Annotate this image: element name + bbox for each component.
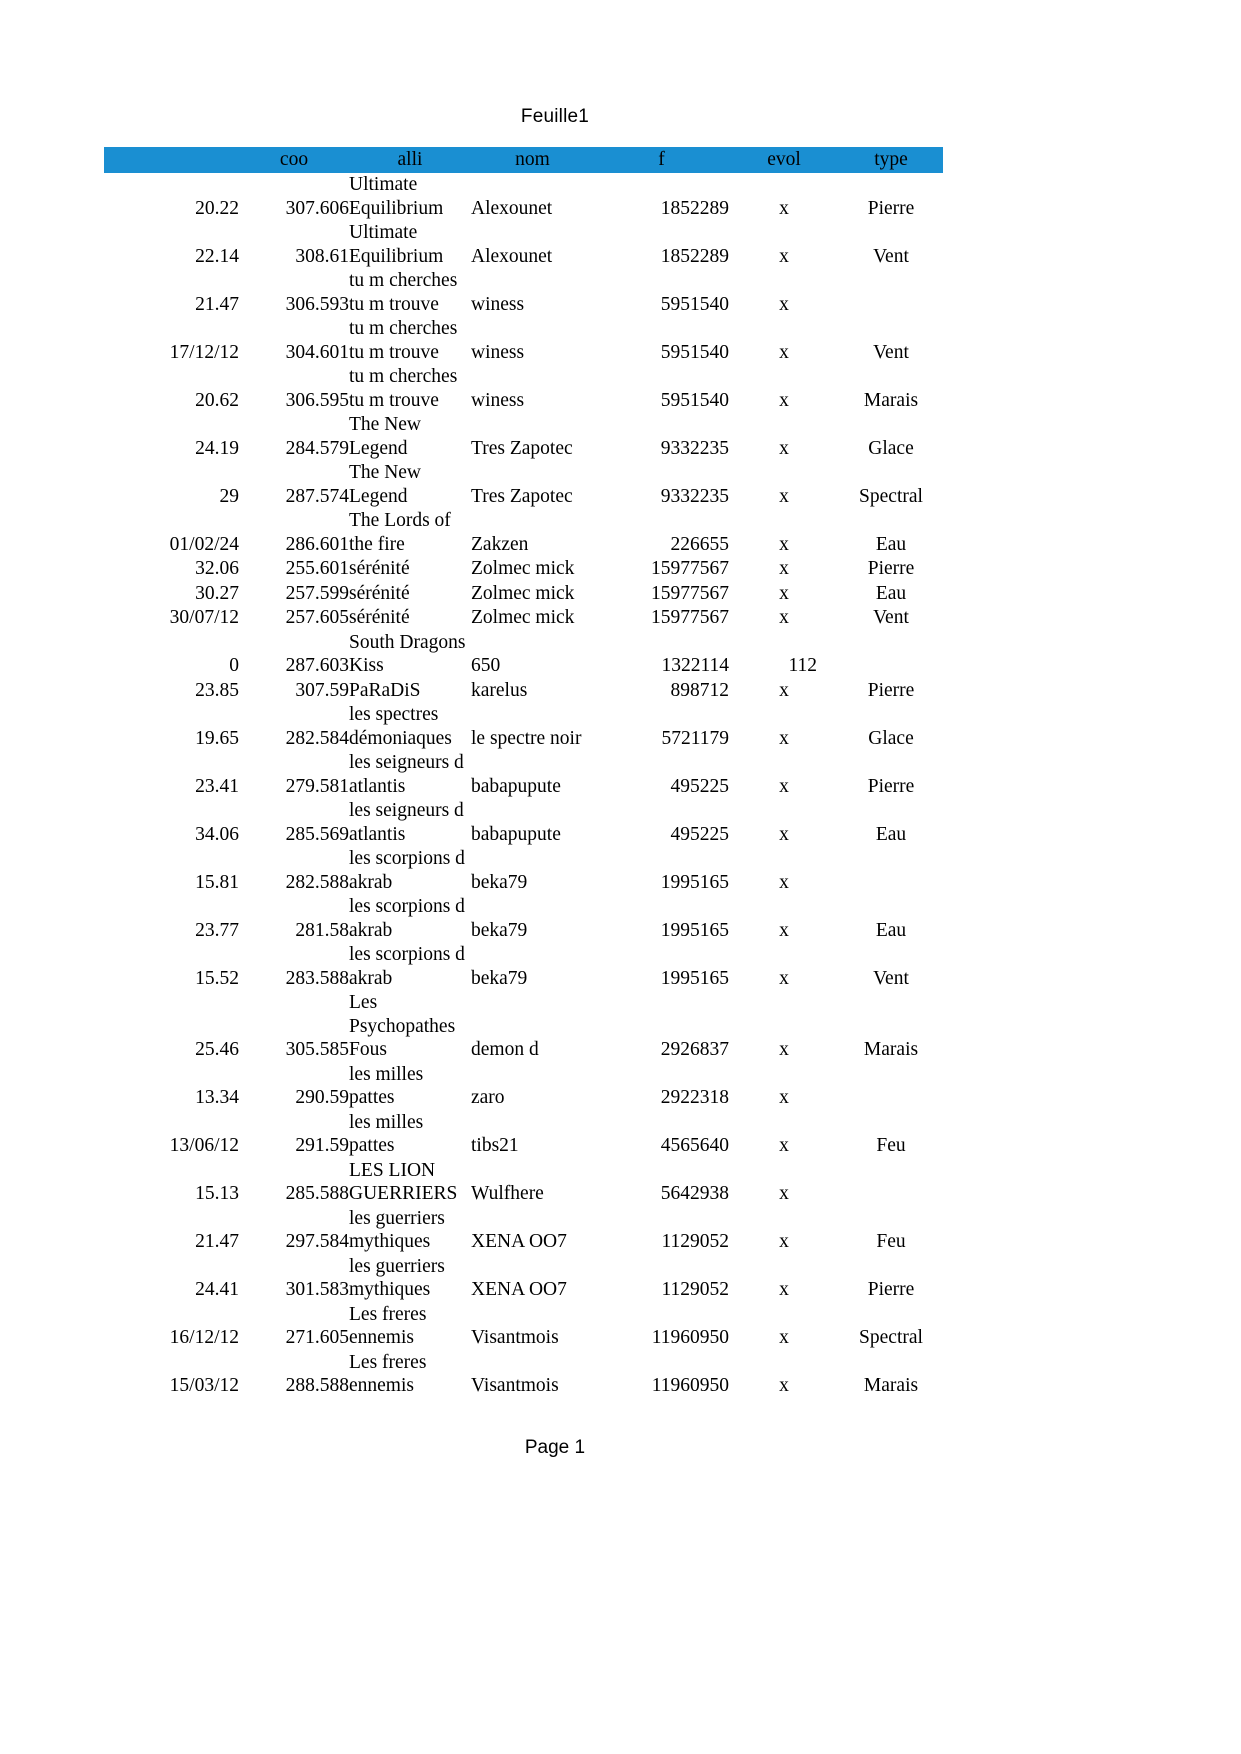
cell-coo: 285.588 bbox=[285, 1183, 349, 1204]
cell-type: Vent bbox=[873, 607, 909, 628]
table-body bbox=[104, 173, 943, 1399]
cell-f: 2922318 bbox=[660, 1087, 729, 1108]
cell-type bbox=[839, 269, 943, 317]
cell-idx: 30.27 bbox=[195, 582, 239, 604]
cell-idx: 15/03/12 bbox=[169, 1375, 239, 1396]
cell-evol: x bbox=[779, 533, 789, 555]
table-row bbox=[104, 991, 943, 1063]
cell-f: 5642938 bbox=[660, 1183, 729, 1204]
cell-type: Pierre bbox=[867, 679, 915, 701]
cell-type: Eau bbox=[875, 823, 907, 845]
cell-evol: x bbox=[779, 389, 789, 411]
cell-coo: 306.595 bbox=[285, 389, 349, 411]
cell-alli: sérénité bbox=[349, 558, 410, 579]
cell-type: Feu bbox=[876, 1135, 906, 1156]
cell-f: 495225 bbox=[670, 775, 729, 797]
cell-idx: 30/07/12 bbox=[169, 607, 239, 628]
cell-evol: x bbox=[779, 967, 789, 989]
cell-alli: les milles pattes bbox=[349, 1111, 424, 1156]
cell-idx: 23.77 bbox=[195, 919, 239, 941]
cell-idx: 15.13 bbox=[195, 1183, 239, 1204]
cell-alli: Les freres ennemis bbox=[349, 1351, 427, 1396]
cell-alli: LES LION GUERRIERS bbox=[349, 1159, 458, 1204]
cell-nom: le spectre noir bbox=[471, 727, 582, 749]
spreadsheet-table-container bbox=[104, 147, 943, 1399]
column-header-evol: evol bbox=[729, 147, 839, 173]
sheet-title: Feuille1 bbox=[520, 106, 590, 127]
cell-coo: 282.584 bbox=[285, 727, 349, 749]
cell-alli: les milles pattes bbox=[349, 1063, 424, 1108]
cell-nom: winess bbox=[471, 341, 525, 363]
cell-f: 1852289 bbox=[660, 197, 729, 219]
table-row bbox=[104, 1111, 943, 1159]
cell-type: Feu bbox=[876, 1231, 906, 1252]
cell-type: Glace bbox=[868, 437, 914, 459]
cell-evol: x bbox=[779, 607, 789, 628]
cell-coo: 286.601 bbox=[285, 533, 349, 555]
cell-f: 15977567 bbox=[651, 607, 729, 628]
cell-f: 9332235 bbox=[660, 485, 729, 507]
cell-idx: 15.81 bbox=[195, 871, 239, 893]
cell-nom: Zolmec mick bbox=[471, 582, 575, 604]
table-row bbox=[104, 317, 943, 365]
cell-nom: Tres Zapotec bbox=[471, 485, 573, 507]
cell-idx: 22.14 bbox=[195, 245, 239, 267]
cell-alli: les guerriers mythiques bbox=[349, 1255, 445, 1300]
cell-type: Spectral bbox=[859, 1327, 923, 1348]
table-header bbox=[104, 147, 943, 173]
table-row bbox=[104, 461, 943, 509]
cell-f: 1995165 bbox=[660, 967, 729, 989]
cell-coo: 307.59 bbox=[295, 679, 349, 701]
cell-coo: 304.601 bbox=[285, 341, 349, 363]
column-header-f: f bbox=[594, 147, 729, 173]
cell-alli: sérénité bbox=[349, 582, 410, 604]
cell-idx: 29 bbox=[219, 485, 239, 507]
table-header-row bbox=[104, 147, 943, 173]
cell-evol: x bbox=[779, 558, 789, 579]
cell-f: 4565640 bbox=[660, 1135, 729, 1156]
cell-evol: x bbox=[779, 485, 789, 507]
cell-coo: 301.583 bbox=[285, 1279, 349, 1300]
cell-nom: Alexounet bbox=[471, 245, 553, 267]
cell-alli: les guerriers mythiques bbox=[349, 1207, 445, 1252]
table-row bbox=[104, 173, 943, 221]
column-header-type: type bbox=[839, 147, 943, 173]
table-row bbox=[104, 751, 943, 799]
cell-idx: 13.34 bbox=[195, 1087, 239, 1108]
cell-evol: x bbox=[779, 823, 789, 845]
table-row bbox=[104, 1063, 943, 1111]
column-header-coo: coo bbox=[239, 147, 349, 173]
cell-coo: 282.588 bbox=[285, 871, 349, 893]
cell-f: 1995165 bbox=[660, 871, 729, 893]
cell-f: 898712 bbox=[670, 679, 729, 701]
column-header-nom: nom bbox=[471, 147, 594, 173]
cell-evol: x bbox=[779, 727, 789, 749]
cell-idx: 21.47 bbox=[195, 1231, 239, 1252]
cell-idx: 21.47 bbox=[195, 293, 239, 315]
cell-evol: x bbox=[779, 1135, 789, 1156]
cell-nom: demon d bbox=[471, 1039, 539, 1060]
cell-evol: x bbox=[779, 1231, 789, 1252]
table-row bbox=[104, 1303, 943, 1351]
cell-type: Vent bbox=[873, 245, 909, 267]
cell-idx: 15.52 bbox=[195, 967, 239, 989]
cell-f: 15977567 bbox=[651, 582, 729, 604]
cell-evol: x bbox=[779, 679, 789, 701]
cell-f: 5951540 bbox=[660, 341, 729, 363]
cell-type: Vent bbox=[873, 341, 909, 363]
cell-type: Marais bbox=[863, 1375, 919, 1396]
cell-nom: Wulfhere bbox=[471, 1183, 544, 1204]
cell-alli: tu m cherches tu m trouve bbox=[349, 270, 458, 315]
cell-f: 2926837 bbox=[660, 1039, 729, 1060]
cell-nom: Alexounet bbox=[471, 197, 553, 219]
cell-alli: sérénité bbox=[349, 607, 410, 628]
cell-nom: beka79 bbox=[471, 967, 528, 989]
cell-coo: 257.605 bbox=[285, 607, 349, 628]
cell-evol: x bbox=[779, 1039, 789, 1060]
table-row bbox=[104, 582, 943, 607]
cell-evol: x bbox=[779, 582, 789, 604]
cell-nom: tibs21 bbox=[471, 1135, 519, 1156]
table-row bbox=[104, 943, 943, 991]
cell-idx: 23.41 bbox=[195, 775, 239, 797]
cell-type: Marais bbox=[863, 1039, 919, 1060]
cell-evol: x bbox=[779, 245, 789, 267]
cell-f: 1852289 bbox=[660, 245, 729, 267]
cell-f: 1995165 bbox=[660, 919, 729, 941]
cell-idx: 34.06 bbox=[195, 823, 239, 845]
cell-alli: les scorpions d akrab bbox=[349, 848, 465, 893]
cell-coo: 285.569 bbox=[285, 823, 349, 845]
cell-nom: winess bbox=[471, 293, 525, 315]
cell-alli: Les freres ennemis bbox=[349, 1303, 427, 1348]
cell-type: Pierre bbox=[867, 197, 915, 219]
cell-alli: les spectres démoniaques bbox=[349, 704, 452, 749]
cell-coo: 288.588 bbox=[285, 1375, 349, 1396]
table-row bbox=[104, 557, 943, 582]
cell-idx: 16/12/12 bbox=[169, 1327, 239, 1348]
cell-evol: x bbox=[779, 1087, 789, 1108]
table-row bbox=[104, 895, 943, 943]
cell-f: 5721179 bbox=[661, 727, 729, 749]
cell-coo: 291.59 bbox=[295, 1135, 349, 1156]
cell-evol: x bbox=[779, 1375, 789, 1396]
cell-idx: 23.85 bbox=[195, 679, 239, 701]
cell-evol: x bbox=[779, 293, 789, 315]
table-row bbox=[104, 847, 943, 895]
cell-type bbox=[839, 631, 943, 679]
table-row bbox=[104, 1207, 943, 1255]
cell-coo: 281.58 bbox=[295, 919, 349, 941]
cell-nom: Visantmois bbox=[471, 1375, 559, 1396]
cell-alli: les seigneurs d atlantis bbox=[349, 800, 464, 845]
cell-idx: 0 bbox=[229, 655, 239, 676]
cell-evol: x bbox=[779, 871, 789, 893]
cell-alli: Ultimate Equilibrium bbox=[349, 222, 444, 267]
cell-alli: Ultimate Equilibrium bbox=[349, 174, 444, 219]
cell-nom: XENA OO7 bbox=[471, 1279, 567, 1300]
spreadsheet-table bbox=[104, 147, 943, 1399]
cell-coo: 271.605 bbox=[285, 1327, 349, 1348]
cell-alli: PaRaDiS bbox=[349, 679, 421, 701]
cell-idx: 13/06/12 bbox=[169, 1135, 239, 1156]
cell-f: 11960950 bbox=[651, 1327, 729, 1348]
cell-coo: 284.579 bbox=[285, 437, 349, 459]
cell-evol: x bbox=[779, 1183, 789, 1204]
cell-coo: 308.61 bbox=[295, 245, 349, 267]
cell-type: Vent bbox=[873, 967, 909, 989]
table-row bbox=[104, 679, 943, 704]
cell-type bbox=[839, 847, 943, 895]
cell-nom: Zakzen bbox=[471, 533, 529, 555]
page-footer: Page 1 bbox=[524, 1437, 586, 1458]
table-row bbox=[104, 221, 943, 269]
cell-idx: 24.19 bbox=[195, 437, 239, 459]
cell-nom: beka79 bbox=[471, 871, 528, 893]
cell-f: 5951540 bbox=[660, 389, 729, 411]
cell-f: 11960950 bbox=[651, 1375, 729, 1396]
cell-nom: XENA OO7 bbox=[471, 1231, 567, 1252]
cell-idx: 24.41 bbox=[195, 1279, 239, 1300]
cell-coo: 287.574 bbox=[285, 485, 349, 507]
cell-alli: The New Legend bbox=[349, 414, 422, 459]
cell-idx: 19.65 bbox=[195, 727, 239, 749]
cell-f: 1129052 bbox=[661, 1279, 729, 1300]
cell-type: Pierre bbox=[867, 558, 915, 579]
cell-nom: winess bbox=[471, 389, 525, 411]
cell-evol: x bbox=[779, 437, 789, 459]
cell-idx: 20.22 bbox=[195, 197, 239, 219]
cell-nom: Tres Zapotec bbox=[471, 437, 573, 459]
cell-type: Pierre bbox=[867, 775, 915, 797]
cell-alli: Les Psychopathes Fous bbox=[349, 992, 456, 1060]
cell-nom: beka79 bbox=[471, 919, 528, 941]
cell-evol: 112 bbox=[788, 655, 817, 676]
cell-idx: 01/02/24 bbox=[169, 533, 239, 555]
table-row bbox=[104, 703, 943, 751]
cell-idx: 20.62 bbox=[195, 389, 239, 411]
cell-nom: 650 bbox=[471, 655, 501, 676]
cell-type: Eau bbox=[875, 582, 907, 604]
table-row bbox=[104, 509, 943, 557]
cell-type: Eau bbox=[875, 919, 907, 941]
cell-alli: The New Legend bbox=[349, 462, 422, 507]
cell-alli: tu m cherches tu m trouve bbox=[349, 318, 458, 363]
table-row bbox=[104, 1159, 943, 1207]
cell-coo: 306.593 bbox=[285, 293, 349, 315]
cell-type bbox=[839, 1063, 943, 1111]
cell-coo: 255.601 bbox=[285, 558, 349, 579]
cell-idx: 17/12/12 bbox=[169, 341, 239, 363]
table-row bbox=[104, 799, 943, 847]
cell-alli: South Dragons Kiss bbox=[349, 631, 466, 676]
cell-alli: les scorpions d akrab bbox=[349, 896, 465, 941]
cell-f: 15977567 bbox=[651, 558, 729, 579]
cell-f: 1322114 bbox=[661, 655, 729, 676]
cell-f: 9332235 bbox=[660, 437, 729, 459]
cell-nom: zaro bbox=[471, 1087, 505, 1108]
cell-coo: 287.603 bbox=[285, 655, 349, 676]
table-row bbox=[104, 1351, 943, 1399]
cell-evol: x bbox=[779, 775, 789, 797]
cell-evol: x bbox=[779, 341, 789, 363]
table-row bbox=[104, 1255, 943, 1303]
cell-nom: Zolmec mick bbox=[471, 558, 575, 579]
cell-nom: Visantmois bbox=[471, 1327, 559, 1348]
cell-evol: x bbox=[779, 1279, 789, 1300]
cell-f: 226655 bbox=[670, 533, 729, 555]
cell-coo: 297.584 bbox=[285, 1231, 349, 1252]
cell-f: 1129052 bbox=[661, 1231, 729, 1252]
cell-coo: 257.599 bbox=[285, 582, 349, 604]
cell-alli: les scorpions d akrab bbox=[349, 944, 465, 989]
table-row bbox=[104, 365, 943, 413]
cell-idx: 32.06 bbox=[195, 558, 239, 579]
cell-type: Glace bbox=[868, 727, 914, 749]
cell-nom: babapupute bbox=[471, 775, 561, 797]
cell-nom: babapupute bbox=[471, 823, 561, 845]
cell-evol: x bbox=[779, 197, 789, 219]
cell-evol: x bbox=[779, 919, 789, 941]
cell-type: Marais bbox=[863, 389, 919, 411]
cell-type bbox=[839, 1159, 943, 1207]
cell-coo: 290.59 bbox=[295, 1087, 349, 1108]
cell-coo: 307.606 bbox=[285, 197, 349, 219]
table-row bbox=[104, 269, 943, 317]
cell-type: Pierre bbox=[867, 1279, 915, 1300]
cell-alli: les seigneurs d atlantis bbox=[349, 752, 464, 797]
cell-alli: The Lords of the fire bbox=[349, 510, 451, 555]
cell-evol: x bbox=[779, 1327, 789, 1348]
cell-idx: 25.46 bbox=[195, 1039, 239, 1060]
table-row bbox=[104, 631, 943, 679]
cell-nom: Zolmec mick bbox=[471, 607, 575, 628]
cell-f: 5951540 bbox=[660, 293, 729, 315]
cell-f: 495225 bbox=[670, 823, 729, 845]
cell-coo: 279.581 bbox=[285, 775, 349, 797]
table-row bbox=[104, 606, 943, 631]
cell-type: Eau bbox=[875, 533, 907, 555]
table-row bbox=[104, 413, 943, 461]
column-header-alli: alli bbox=[349, 147, 471, 173]
column-header-idx bbox=[104, 147, 239, 173]
cell-alli: tu m cherches tu m trouve bbox=[349, 366, 458, 411]
cell-type: Spectral bbox=[859, 485, 923, 507]
cell-coo: 283.588 bbox=[285, 967, 349, 989]
cell-coo: 305.585 bbox=[285, 1039, 349, 1060]
cell-nom: karelus bbox=[471, 679, 528, 701]
